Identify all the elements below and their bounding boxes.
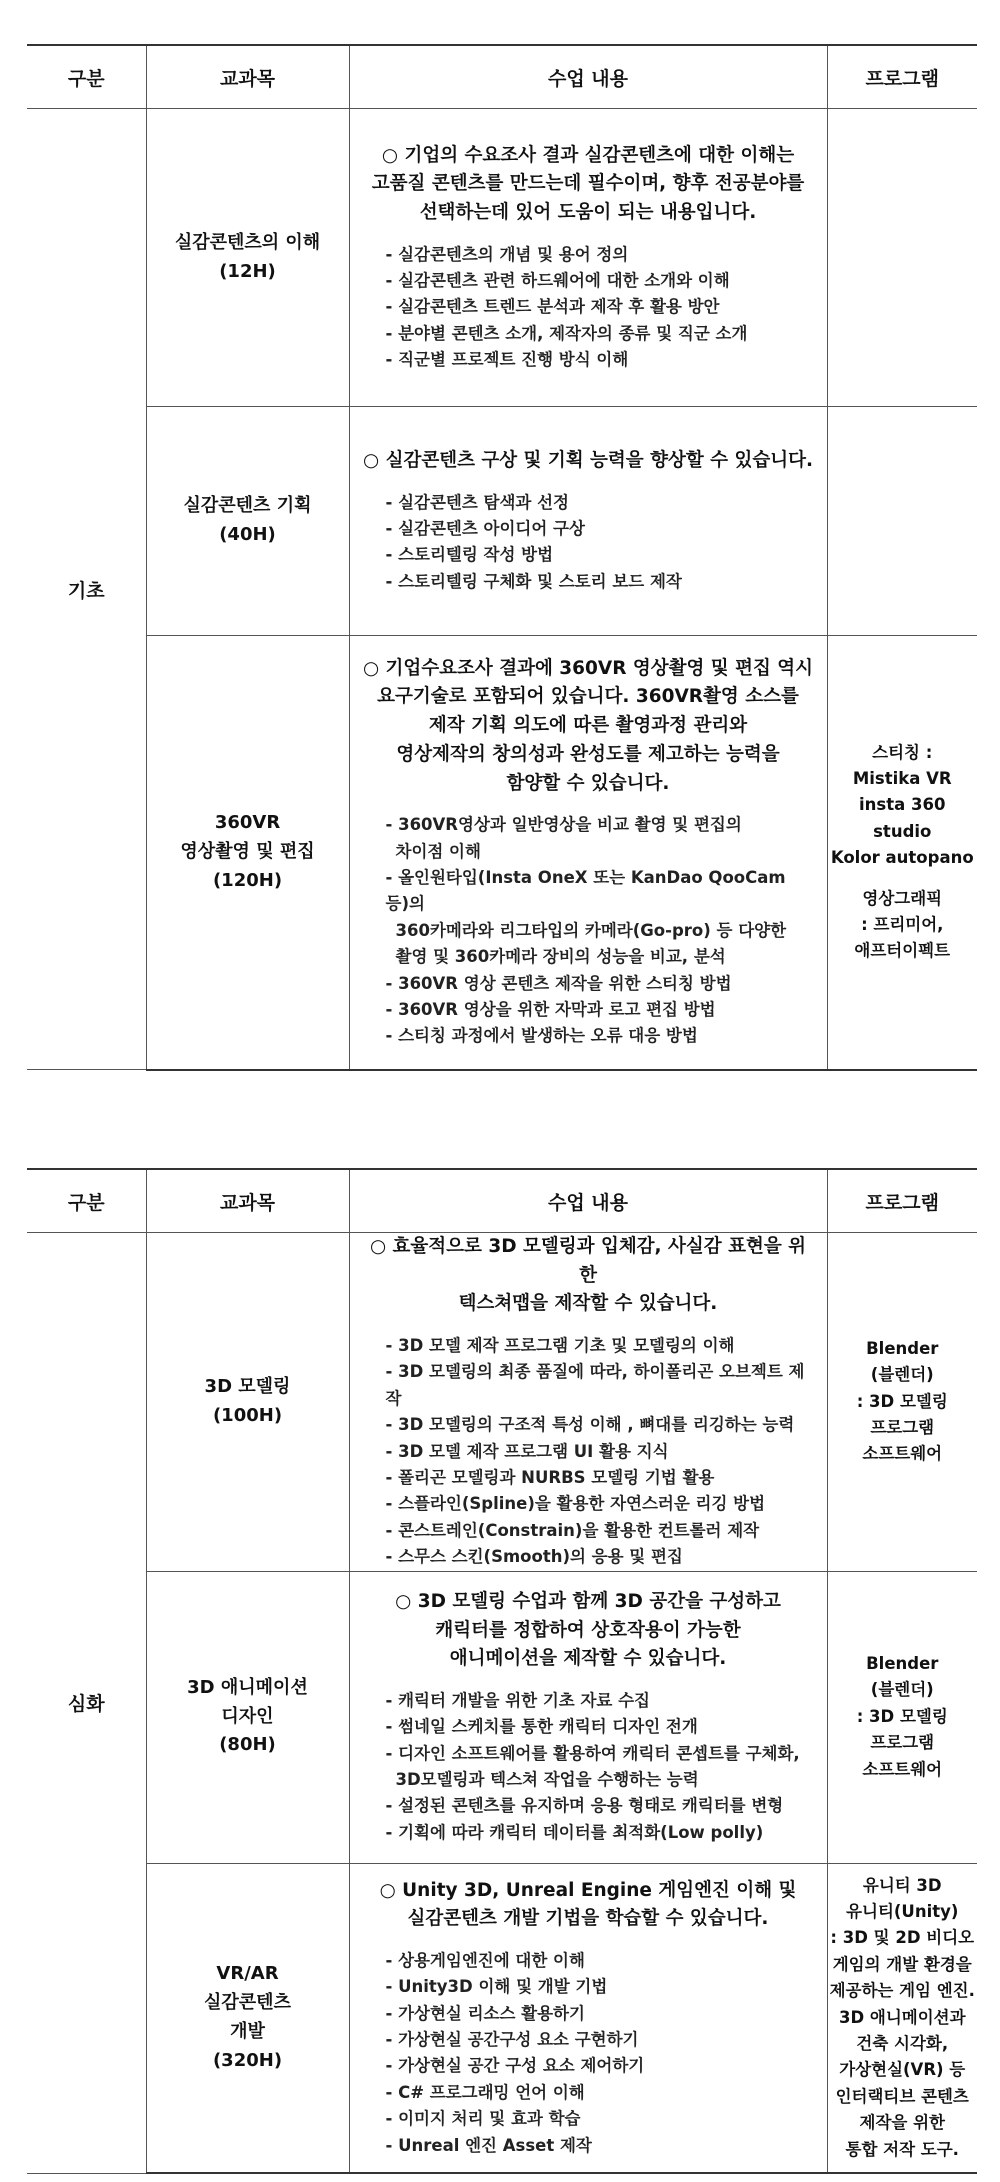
text-line: 제작을 위한 bbox=[859, 2113, 945, 2133]
program-cell bbox=[827, 1571, 977, 1863]
bullet-line: - 분야별 콘텐츠 소개, 제작자의 종류 및 직군 소개 bbox=[385, 323, 748, 343]
bullet-line: - 상용게임엔진에 대한 이해 bbox=[385, 1950, 585, 1970]
header-content: 수업 내용 bbox=[349, 45, 827, 109]
bullet-line: - 스티칭 과정에서 발생하는 오류 대응 방법 bbox=[385, 1026, 698, 1046]
curriculum-table-basic bbox=[27, 44, 977, 1071]
table-header-row bbox=[27, 1169, 977, 1233]
text-line: Kolor autopano bbox=[830, 848, 974, 868]
text-line: (블렌더) bbox=[870, 1365, 934, 1385]
text-line: 3D 애니메이션 bbox=[187, 1676, 308, 1698]
text-line: Mistika VR bbox=[852, 769, 952, 789]
bullet-line: - 3D 모델링의 구조적 특성 이해 , 뼈대를 리깅하는 능력 bbox=[385, 1415, 795, 1435]
bullet-line: - 설정된 콘텐츠를 유지하며 응용 형태로 캐릭터를 변형 bbox=[385, 1796, 784, 1816]
bullet-item bbox=[386, 569, 815, 595]
bullet-line: - 실감콘텐츠 탐색과 선정 bbox=[385, 492, 569, 512]
text-line: (블렌더) bbox=[870, 1680, 934, 1700]
text-line: 건축 시각화, bbox=[856, 2033, 949, 2053]
content-intro bbox=[362, 142, 815, 228]
text-line: 실감콘텐츠 bbox=[204, 1991, 291, 2013]
text-line: (120H) bbox=[212, 869, 283, 891]
text-line: 소프트웨어 bbox=[862, 1444, 943, 1464]
bullet-line: - 썸네일 스케치를 통한 캐릭터 디자인 전개 bbox=[385, 1717, 698, 1737]
bullet-item bbox=[386, 542, 815, 568]
course-cell bbox=[146, 636, 349, 1070]
text-line: Blender bbox=[866, 1338, 939, 1358]
bullet-item bbox=[386, 865, 815, 971]
bullet-item bbox=[386, 2133, 815, 2159]
bullet-line: - 콘스트레인(Constrain)을 활용한 컨트롤러 제작 bbox=[385, 1520, 760, 1540]
bullet-line: 360카메라와 리그타입의 카메라(Go-pro) 등 다양한 bbox=[395, 920, 787, 940]
text-line: 소프트웨어 bbox=[862, 1759, 943, 1779]
bullet-line: - 실감콘텐츠 관련 하드웨어에 대한 소개와 이해 bbox=[385, 270, 730, 290]
bullet-line: 촬영 및 360카메라 장비의 성능을 비교, 분석 bbox=[395, 947, 726, 967]
intro-line: 선택하는데 있어 도움이 되는 내용입니다. bbox=[419, 201, 757, 223]
bullet-item bbox=[386, 2027, 815, 2053]
bullet-line: - 스토리텔링 작성 방법 bbox=[385, 545, 554, 565]
text-line: 인터랙티브 콘텐츠 bbox=[835, 2086, 969, 2106]
intro-line: ○ 기업수요조사 결과에 360VR 영상촬영 및 편집 역시 bbox=[362, 657, 814, 679]
content-cell bbox=[349, 1233, 827, 1572]
text-line: : 3D 모델링 bbox=[856, 1706, 948, 1726]
content-cell bbox=[349, 109, 827, 407]
content-intro bbox=[362, 1233, 815, 1319]
bullet-line: - Unity3D 이해 및 개발 기법 bbox=[385, 1977, 608, 1997]
intro-line: 요구기술로 포함되어 있습니다. 360VR촬영 소스를 bbox=[377, 686, 799, 708]
intro-line: ○ 실감콘텐츠 구상 및 기획 능력을 향상할 수 있습니다. bbox=[363, 449, 813, 471]
bullet-line: - 이미지 처리 및 효과 학습 bbox=[385, 2109, 581, 2129]
course-cell bbox=[146, 1571, 349, 1863]
content-bullets bbox=[362, 1688, 815, 1846]
bullet-line: - 스토리텔링 구체화 및 스토리 보드 제작 bbox=[385, 571, 682, 591]
content-cell bbox=[349, 1863, 827, 2173]
text-line: : 프리미어, bbox=[861, 915, 944, 935]
intro-line: ○ 기업의 수요조사 결과 실감콘텐츠에 대한 이해는 bbox=[381, 144, 795, 166]
intro-line: 함양할 수 있습니다. bbox=[506, 772, 670, 794]
intro-line: 애니메이션을 제작할 수 있습니다. bbox=[449, 1648, 727, 1670]
bullet-line: - 캐릭터 개발을 위한 기초 자료 수집 bbox=[385, 1690, 650, 1710]
text-line: 게임의 개발 환경을 bbox=[832, 1954, 972, 1974]
intro-line: ○ 효율적으로 3D 모델링과 입체감, 사실감 표현을 위한 bbox=[369, 1236, 807, 1286]
table-row bbox=[27, 1571, 977, 1863]
bullet-item bbox=[386, 242, 815, 268]
bullet-line: 차이점 이해 bbox=[395, 841, 481, 861]
bullet-line: - 디자인 소프트웨어를 활용하여 캐릭터 콘셉트를 구체화, bbox=[385, 1743, 800, 1763]
text-line: 애프터이펙트 bbox=[854, 941, 951, 961]
course-cell bbox=[146, 109, 349, 407]
bullet-item bbox=[386, 971, 815, 997]
bullet-line: - 스무스 스킨(Smooth)의 응용 및 편집 bbox=[385, 1547, 683, 1567]
bullet-item bbox=[386, 997, 815, 1023]
bullet-line: - 실감콘텐츠 아이디어 구상 bbox=[385, 518, 585, 538]
text-line: 360VR bbox=[214, 812, 281, 834]
bullet-item bbox=[386, 490, 815, 516]
content-intro bbox=[362, 1588, 815, 1674]
bullet-item bbox=[386, 1688, 815, 1714]
text-line: 실감콘텐츠의 이해 bbox=[174, 231, 321, 253]
bullet-line: - 3D 모델 제작 프로그램 UI 활용 지식 bbox=[385, 1441, 669, 1461]
text-line: 스티칭 : bbox=[872, 742, 933, 762]
text-line: 영상그래픽 bbox=[862, 888, 943, 908]
text-line: 개발 bbox=[230, 2020, 265, 2042]
bullet-item bbox=[386, 1974, 815, 2000]
bullet-line: - 스플라인(Spline)을 활용한 자연스러운 리깅 방법 bbox=[385, 1494, 766, 1514]
text-line: : 3D 모델링 bbox=[856, 1391, 948, 1411]
content-cell bbox=[349, 407, 827, 636]
content-intro bbox=[362, 1877, 815, 1934]
text-line: (40H) bbox=[219, 524, 276, 545]
bullet-item bbox=[386, 347, 815, 373]
bullet-item bbox=[386, 1714, 815, 1740]
bullet-line: - 가상현실 리소스 활용하기 bbox=[385, 2003, 585, 2023]
content-bullets bbox=[362, 1948, 815, 2159]
content-bullets bbox=[362, 242, 815, 374]
bullet-line: - 360VR영상과 일반영상을 비교 촬영 및 편집의 bbox=[385, 815, 742, 835]
intro-line: 텍스쳐맵을 제작할 수 있습니다. bbox=[458, 1293, 718, 1315]
text-line: 실감콘텐츠 기획 bbox=[183, 495, 312, 517]
header-category: 구분 bbox=[27, 1169, 146, 1233]
header-program: 프로그램 bbox=[827, 45, 977, 109]
course-cell bbox=[146, 1863, 349, 2173]
content-cell bbox=[349, 1571, 827, 1863]
header-category: 구분 bbox=[27, 45, 146, 109]
text-line: 프로그램 bbox=[870, 1733, 935, 1753]
intro-line: ○ 3D 모델링 수업과 함께 3D 공간을 구성하고 bbox=[395, 1590, 781, 1612]
bullet-line: - C# 프로그래밍 언어 이해 bbox=[385, 2082, 585, 2102]
bullet-item bbox=[386, 268, 815, 294]
text-line: 가상현실(VR) 등 bbox=[839, 2060, 966, 2080]
text-line: (320H) bbox=[212, 2049, 283, 2071]
bullet-item bbox=[386, 1023, 815, 1049]
bullet-item bbox=[386, 2001, 815, 2027]
bullet-line: - 기획에 따라 캐릭터 데이터를 최적화(Low polly) bbox=[385, 1822, 764, 1842]
bullet-item bbox=[386, 294, 815, 320]
text-line: 디자인 bbox=[221, 1705, 274, 1727]
text-line: (80H) bbox=[219, 1734, 276, 1756]
bullet-line: - 가상현실 공간 구성 요소 제어하기 bbox=[385, 2056, 645, 2076]
content-bullets bbox=[362, 490, 815, 596]
bullet-item bbox=[386, 1465, 815, 1491]
program-cell bbox=[827, 407, 977, 636]
text-line: VR/AR bbox=[216, 1963, 279, 1985]
text-line: : 3D 및 2D 비디오 bbox=[830, 1928, 975, 1948]
text-line: 3D 모델링 bbox=[204, 1375, 291, 1397]
header-content: 수업 내용 bbox=[349, 1169, 827, 1233]
bullet-line: - 실감콘텐츠 트렌드 분석과 제작 후 활용 방안 bbox=[385, 297, 720, 317]
content-cell bbox=[349, 636, 827, 1070]
text-line: 통합 저작 도구. bbox=[845, 2139, 959, 2159]
bullet-item bbox=[386, 1439, 815, 1465]
table-row bbox=[27, 1233, 977, 1572]
bullet-item bbox=[386, 1741, 815, 1794]
category-cell: 심화 bbox=[27, 1233, 146, 2174]
text-line: 제공하는 게임 엔진. bbox=[829, 1981, 975, 2001]
table-row bbox=[27, 636, 977, 1070]
bullet-line: - 실감콘텐츠의 개념 및 용어 정의 bbox=[385, 244, 629, 264]
content-bullets bbox=[362, 812, 815, 1050]
bullet-line: - 직군별 프로젝트 진행 방식 이해 bbox=[385, 350, 629, 370]
text-line: 프로그램 bbox=[870, 1417, 935, 1437]
table-row bbox=[27, 109, 977, 407]
bullet-line: - 올인원타입(Insta OneX 또는 KanDao QooCam 등)의 bbox=[385, 867, 786, 914]
curriculum-table-advanced bbox=[27, 1168, 977, 2174]
table-row bbox=[27, 407, 977, 636]
bullet-line: - 3D 모델 제작 프로그램 기초 및 모델링의 이해 bbox=[385, 1336, 735, 1356]
intro-line: 실감콘텐츠 개발 기법을 학습할 수 있습니다. bbox=[407, 1908, 769, 1930]
text-line: insta 360 studio bbox=[859, 795, 946, 841]
bullet-line: 3D모델링과 텍스쳐 작업을 수행하는 능력 bbox=[395, 1770, 699, 1790]
bullet-item bbox=[386, 2053, 815, 2079]
bullet-item bbox=[386, 1544, 815, 1570]
bullet-item bbox=[386, 1820, 815, 1846]
bullet-line: - 360VR 영상을 위한 자막과 로고 편집 방법 bbox=[385, 999, 716, 1019]
bullet-line: - 폴리곤 모델링과 NURBS 모델링 기법 활용 bbox=[385, 1467, 715, 1487]
program-cell bbox=[827, 1233, 977, 1572]
bullet-line: - Unreal 엔진 Asset 제작 bbox=[385, 2135, 592, 2155]
content-bullets bbox=[362, 1333, 815, 1571]
bullet-item bbox=[386, 1412, 815, 1438]
bullet-item bbox=[386, 1948, 815, 1974]
text-line: (12H) bbox=[219, 260, 276, 282]
bullet-item bbox=[386, 812, 815, 865]
bullet-item bbox=[386, 1491, 815, 1517]
text-line: (100H) bbox=[212, 1404, 283, 1426]
bullet-line: - 360VR 영상 콘텐츠 제작을 위한 스티칭 방법 bbox=[385, 973, 732, 993]
table-header-row bbox=[27, 45, 977, 109]
content-intro bbox=[362, 655, 815, 798]
header-course: 교과목 bbox=[146, 1169, 349, 1233]
course-cell bbox=[146, 1233, 349, 1572]
bullet-line: - 3D 모델링의 최종 품질에 따라, 하이폴리곤 오브젝트 제작 bbox=[385, 1362, 805, 1408]
program-cell bbox=[827, 109, 977, 407]
bullet-item bbox=[386, 1359, 815, 1412]
header-course: 교과목 bbox=[146, 45, 349, 109]
intro-line: 캐릭터를 정합하여 상호작용이 가능한 bbox=[435, 1619, 741, 1641]
spacer bbox=[828, 872, 978, 886]
bullet-item bbox=[386, 1793, 815, 1819]
program-cell bbox=[827, 1863, 977, 2173]
bullet-item bbox=[386, 2080, 815, 2106]
text-line: 유니티 3D bbox=[862, 1875, 942, 1895]
content-intro bbox=[362, 447, 815, 476]
text-line: 3D 애니메이션과 bbox=[838, 2007, 966, 2027]
text-line: 영상촬영 및 편집 bbox=[180, 840, 315, 862]
bullet-item bbox=[386, 516, 815, 542]
bullet-item bbox=[386, 2106, 815, 2132]
course-cell bbox=[146, 407, 349, 636]
intro-line: 제작 기획 의도에 따른 촬영과정 관리와 bbox=[428, 715, 748, 737]
intro-line: 영상제작의 창의성과 완성도를 제고하는 능력을 bbox=[396, 743, 780, 765]
bullet-item bbox=[386, 1333, 815, 1359]
text-line: Blender bbox=[866, 1654, 939, 1674]
intro-line: ○ Unity 3D, Unreal Engine 게임엔진 이해 및 bbox=[379, 1879, 797, 1901]
bullet-item bbox=[386, 1518, 815, 1544]
category-cell: 기초 bbox=[27, 109, 146, 1070]
intro-line: 고품질 콘텐츠를 만드는데 필수이며, 향후 전공분야를 bbox=[371, 173, 805, 195]
table-row bbox=[27, 1863, 977, 2173]
bullet-line: - 가상현실 공간구성 요소 구현하기 bbox=[385, 2030, 639, 2050]
bullet-item bbox=[386, 321, 815, 347]
text-line: 유니티(Unity) bbox=[846, 1902, 959, 1922]
program-cell bbox=[827, 636, 977, 1070]
header-program: 프로그램 bbox=[827, 1169, 977, 1233]
